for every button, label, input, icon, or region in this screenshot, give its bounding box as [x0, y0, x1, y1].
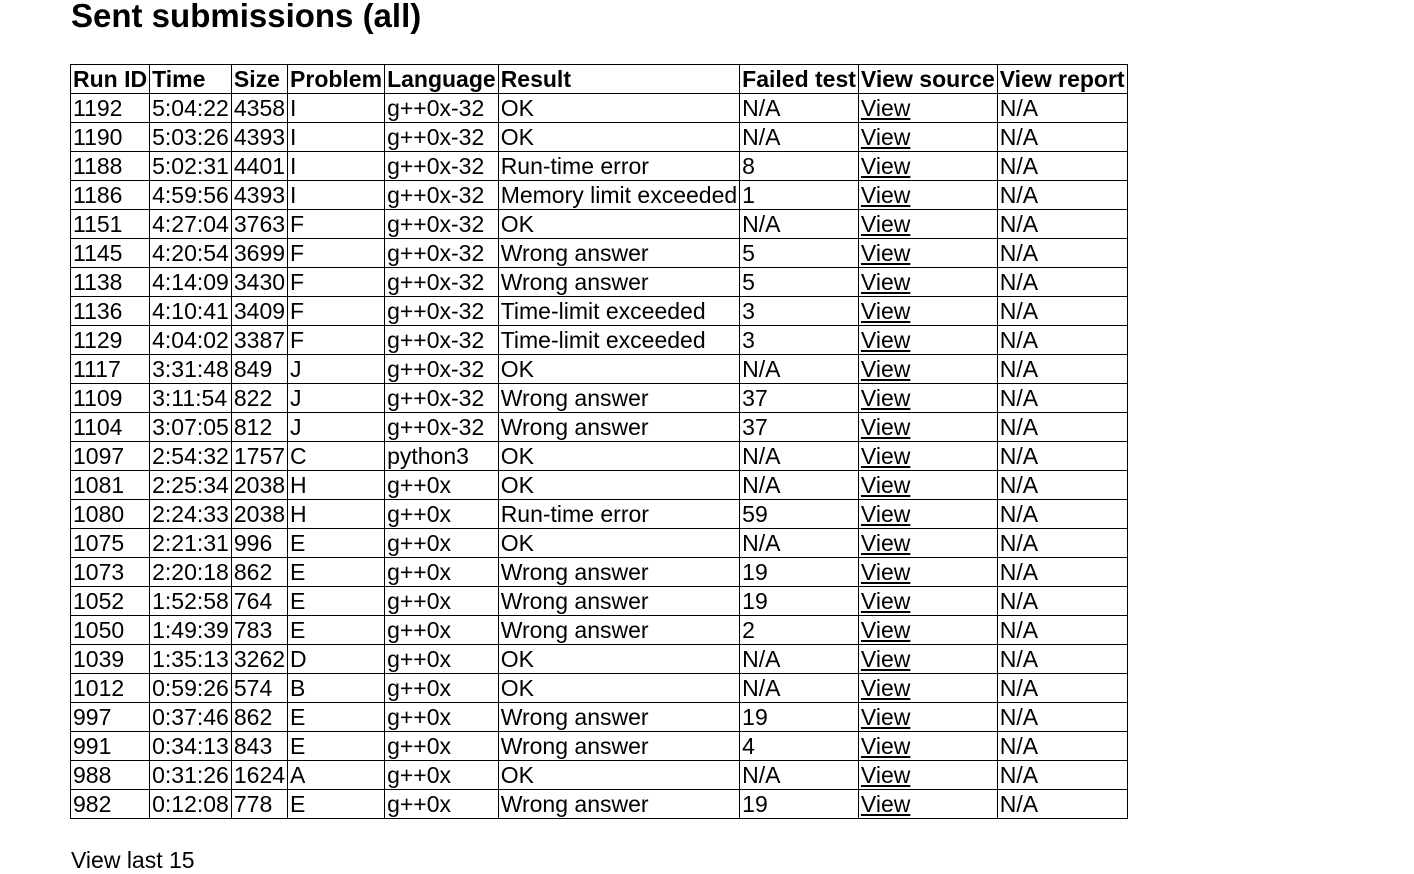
- failed-test-cell: 3: [740, 297, 859, 326]
- table-row: [71, 790, 1128, 819]
- table-row: [71, 210, 1128, 239]
- table-row: [71, 181, 1128, 210]
- language-cell: g++0x-32: [385, 384, 499, 413]
- language-cell: g++0x-32: [385, 268, 499, 297]
- language-cell: g++0x-32: [385, 94, 499, 123]
- run-id-cell: 1052: [71, 587, 150, 616]
- table-row: [71, 297, 1128, 326]
- view-report-cell: N/A: [997, 790, 1127, 819]
- time-cell: 4:14:09: [150, 268, 232, 297]
- view-source-cell: [858, 761, 997, 790]
- failed-test-cell: N/A: [740, 645, 859, 674]
- view-source-cell: [858, 790, 997, 819]
- time-cell: 1:35:13: [150, 645, 232, 674]
- table-row: [71, 152, 1128, 181]
- view-source-cell: [858, 529, 997, 558]
- result-cell: OK: [498, 674, 739, 703]
- problem-cell: E: [288, 732, 385, 761]
- time-cell: 0:59:26: [150, 674, 232, 703]
- table-row: [71, 645, 1128, 674]
- failed-test-cell: N/A: [740, 761, 859, 790]
- result-cell: Wrong answer: [498, 790, 739, 819]
- problem-cell: I: [288, 152, 385, 181]
- view-report-cell: N/A: [997, 703, 1127, 732]
- view-source-cell: [858, 94, 997, 123]
- problem-cell: J: [288, 384, 385, 413]
- view-source-link[interactable]: View: [860, 559, 911, 585]
- problem-cell: J: [288, 413, 385, 442]
- view-source-link[interactable]: View: [860, 385, 911, 411]
- problem-cell: H: [288, 471, 385, 500]
- result-cell: Wrong answer: [498, 413, 739, 442]
- failed-test-cell: 8: [740, 152, 859, 181]
- table-row: [71, 123, 1128, 152]
- failed-test-cell: N/A: [740, 529, 859, 558]
- time-cell: 5:03:26: [150, 123, 232, 152]
- size-cell: 4393: [231, 123, 287, 152]
- time-cell: 4:20:54: [150, 239, 232, 268]
- result-cell: Wrong answer: [498, 558, 739, 587]
- time-cell: 5:02:31: [150, 152, 232, 181]
- table-row: [71, 761, 1128, 790]
- time-cell: 2:54:32: [150, 442, 232, 471]
- table-row: [71, 413, 1128, 442]
- failed-test-cell: 19: [740, 558, 859, 587]
- view-source-cell: [858, 500, 997, 529]
- failed-test-cell: 37: [740, 384, 859, 413]
- column-header-view-report: View report: [997, 65, 1127, 94]
- failed-test-cell: 1: [740, 181, 859, 210]
- failed-test-cell: N/A: [740, 210, 859, 239]
- problem-cell: I: [288, 94, 385, 123]
- failed-test-cell: 19: [740, 790, 859, 819]
- table-row: [71, 587, 1128, 616]
- table-body: [71, 94, 1128, 819]
- size-cell: 1624: [231, 761, 287, 790]
- language-cell: g++0x-32: [385, 297, 499, 326]
- run-id-cell: 1186: [71, 181, 150, 210]
- problem-cell: E: [288, 558, 385, 587]
- table-row: [71, 384, 1128, 413]
- size-cell: 574: [231, 674, 287, 703]
- view-source-link[interactable]: View: [860, 298, 911, 324]
- size-cell: 2038: [231, 471, 287, 500]
- time-cell: 3:07:05: [150, 413, 232, 442]
- time-cell: 1:52:58: [150, 587, 232, 616]
- view-source-cell: [858, 471, 997, 500]
- problem-cell: F: [288, 268, 385, 297]
- view-source-cell: [858, 268, 997, 297]
- language-cell: python3: [385, 442, 499, 471]
- run-id-cell: 982: [71, 790, 150, 819]
- view-report-cell: N/A: [997, 732, 1127, 761]
- view-source-link[interactable]: View: [860, 588, 911, 614]
- result-cell: Wrong answer: [498, 703, 739, 732]
- run-id-cell: 1109: [71, 384, 150, 413]
- column-header-time: Time: [150, 65, 232, 94]
- failed-test-cell: 5: [740, 239, 859, 268]
- size-cell: 778: [231, 790, 287, 819]
- problem-cell: E: [288, 587, 385, 616]
- failed-test-cell: 4: [740, 732, 859, 761]
- view-report-cell: N/A: [997, 239, 1127, 268]
- view-source-cell: [858, 297, 997, 326]
- time-cell: 2:24:33: [150, 500, 232, 529]
- column-header-result: Result: [498, 65, 739, 94]
- failed-test-cell: N/A: [740, 442, 859, 471]
- table-row: [71, 268, 1128, 297]
- column-header-run-id: Run ID: [71, 65, 150, 94]
- failed-test-cell: 5: [740, 268, 859, 297]
- run-id-cell: 1104: [71, 413, 150, 442]
- result-cell: Wrong answer: [498, 616, 739, 645]
- run-id-cell: 1151: [71, 210, 150, 239]
- failed-test-cell: 3: [740, 326, 859, 355]
- language-cell: g++0x: [385, 587, 499, 616]
- view-source-cell: [858, 587, 997, 616]
- failed-test-cell: N/A: [740, 123, 859, 152]
- view-source-link[interactable]: View: [860, 124, 911, 150]
- language-cell: g++0x: [385, 529, 499, 558]
- view-source-link[interactable]: View: [860, 182, 911, 208]
- time-cell: 0:12:08: [150, 790, 232, 819]
- view-source-link[interactable]: View: [860, 95, 911, 121]
- view-report-cell: N/A: [997, 471, 1127, 500]
- view-source-link[interactable]: View: [860, 153, 911, 179]
- run-id-cell: 988: [71, 761, 150, 790]
- size-cell: 843: [231, 732, 287, 761]
- time-cell: 3:11:54: [150, 384, 232, 413]
- size-cell: 764: [231, 587, 287, 616]
- view-report-cell: N/A: [997, 500, 1127, 529]
- size-cell: 3699: [231, 239, 287, 268]
- view-source-cell: [858, 152, 997, 181]
- table-row: [71, 442, 1128, 471]
- table-row: [71, 674, 1128, 703]
- run-id-cell: 1188: [71, 152, 150, 181]
- table-row: [71, 355, 1128, 384]
- view-source-cell: [858, 442, 997, 471]
- size-cell: 822: [231, 384, 287, 413]
- problem-cell: E: [288, 703, 385, 732]
- table-row: [71, 558, 1128, 587]
- failed-test-cell: N/A: [740, 674, 859, 703]
- view-source-link[interactable]: View: [860, 675, 911, 701]
- problem-cell: J: [288, 355, 385, 384]
- time-cell: 4:59:56: [150, 181, 232, 210]
- run-id-cell: 1039: [71, 645, 150, 674]
- language-cell: g++0x-32: [385, 152, 499, 181]
- table-row: [71, 500, 1128, 529]
- result-cell: Wrong answer: [498, 268, 739, 297]
- result-cell: OK: [498, 529, 739, 558]
- run-id-cell: 1012: [71, 674, 150, 703]
- size-cell: 996: [231, 529, 287, 558]
- size-cell: 4393: [231, 181, 287, 210]
- language-cell: g++0x-32: [385, 210, 499, 239]
- size-cell: 3262: [231, 645, 287, 674]
- view-source-cell: [858, 674, 997, 703]
- run-id-cell: 1050: [71, 616, 150, 645]
- result-cell: Wrong answer: [498, 239, 739, 268]
- failed-test-cell: N/A: [740, 471, 859, 500]
- problem-cell: F: [288, 297, 385, 326]
- view-report-cell: N/A: [997, 616, 1127, 645]
- problem-cell: F: [288, 210, 385, 239]
- problem-cell: E: [288, 616, 385, 645]
- time-cell: 1:49:39: [150, 616, 232, 645]
- language-cell: g++0x-32: [385, 181, 499, 210]
- column-header-problem: Problem: [288, 65, 385, 94]
- result-cell: Run-time error: [498, 500, 739, 529]
- view-source-cell: [858, 413, 997, 442]
- result-cell: Time-limit exceeded: [498, 326, 739, 355]
- view-source-link[interactable]: View: [860, 733, 911, 759]
- result-cell: OK: [498, 355, 739, 384]
- view-source-link[interactable]: View: [860, 472, 911, 498]
- column-header-language: Language: [385, 65, 499, 94]
- submissions-table: [70, 64, 1128, 819]
- run-id-cell: 1129: [71, 326, 150, 355]
- time-cell: 0:34:13: [150, 732, 232, 761]
- view-report-cell: N/A: [997, 674, 1127, 703]
- time-cell: 2:21:31: [150, 529, 232, 558]
- problem-cell: E: [288, 790, 385, 819]
- view-source-link[interactable]: View: [860, 414, 911, 440]
- failed-test-cell: 2: [740, 616, 859, 645]
- result-cell: Time-limit exceeded: [498, 297, 739, 326]
- result-cell: Wrong answer: [498, 732, 739, 761]
- view-report-cell: N/A: [997, 268, 1127, 297]
- result-cell: OK: [498, 94, 739, 123]
- view-source-link[interactable]: View: [860, 762, 911, 788]
- result-cell: Wrong answer: [498, 384, 739, 413]
- time-cell: 4:27:04: [150, 210, 232, 239]
- language-cell: g++0x: [385, 761, 499, 790]
- language-cell: g++0x-32: [385, 413, 499, 442]
- result-cell: Memory limit exceeded: [498, 181, 739, 210]
- failed-test-cell: 59: [740, 500, 859, 529]
- size-cell: 4401: [231, 152, 287, 181]
- run-id-cell: 1192: [71, 94, 150, 123]
- view-source-cell: [858, 732, 997, 761]
- language-cell: g++0x-32: [385, 355, 499, 384]
- size-cell: 3430: [231, 268, 287, 297]
- time-cell: 2:25:34: [150, 471, 232, 500]
- size-cell: 783: [231, 616, 287, 645]
- time-cell: 3:31:48: [150, 355, 232, 384]
- language-cell: g++0x: [385, 703, 499, 732]
- size-cell: 1757: [231, 442, 287, 471]
- problem-cell: F: [288, 239, 385, 268]
- view-source-cell: [858, 239, 997, 268]
- result-cell: OK: [498, 645, 739, 674]
- view-source-cell: [858, 326, 997, 355]
- view-source-cell: [858, 123, 997, 152]
- view-report-cell: N/A: [997, 152, 1127, 181]
- view-last-link[interactable]: View last 15: [71, 847, 195, 873]
- run-id-cell: 1081: [71, 471, 150, 500]
- table-header-row: [71, 65, 1128, 94]
- problem-cell: C: [288, 442, 385, 471]
- language-cell: g++0x: [385, 790, 499, 819]
- run-id-cell: 1075: [71, 529, 150, 558]
- size-cell: 2038: [231, 500, 287, 529]
- time-cell: 4:04:02: [150, 326, 232, 355]
- run-id-cell: 1190: [71, 123, 150, 152]
- failed-test-cell: 37: [740, 413, 859, 442]
- result-cell: OK: [498, 123, 739, 152]
- table-row: [71, 94, 1128, 123]
- view-report-cell: N/A: [997, 413, 1127, 442]
- result-cell: Run-time error: [498, 152, 739, 181]
- failed-test-cell: N/A: [740, 355, 859, 384]
- view-report-cell: N/A: [997, 123, 1127, 152]
- view-report-cell: N/A: [997, 558, 1127, 587]
- time-cell: 2:20:18: [150, 558, 232, 587]
- view-source-link[interactable]: View: [860, 327, 911, 353]
- view-source-link[interactable]: View: [860, 530, 911, 556]
- size-cell: 862: [231, 703, 287, 732]
- view-source-cell: [858, 703, 997, 732]
- view-source-link[interactable]: View: [860, 501, 911, 527]
- run-id-cell: 991: [71, 732, 150, 761]
- table-row: [71, 732, 1128, 761]
- column-header-size: Size: [231, 65, 287, 94]
- view-source-link[interactable]: View: [860, 269, 911, 295]
- run-id-cell: 1073: [71, 558, 150, 587]
- table-row: [71, 239, 1128, 268]
- view-source-link[interactable]: View: [860, 211, 911, 237]
- failed-test-cell: N/A: [740, 94, 859, 123]
- view-source-link[interactable]: View: [860, 443, 911, 469]
- language-cell: g++0x: [385, 471, 499, 500]
- size-cell: 812: [231, 413, 287, 442]
- table-row: [71, 529, 1128, 558]
- view-report-cell: N/A: [997, 761, 1127, 790]
- size-cell: 4358: [231, 94, 287, 123]
- failed-test-cell: 19: [740, 587, 859, 616]
- result-cell: OK: [498, 210, 739, 239]
- view-source-link[interactable]: View: [860, 704, 911, 730]
- problem-cell: B: [288, 674, 385, 703]
- view-source-cell: [858, 210, 997, 239]
- view-report-cell: N/A: [997, 326, 1127, 355]
- column-header-failed-test: Failed test: [740, 65, 859, 94]
- result-cell: OK: [498, 471, 739, 500]
- view-report-cell: N/A: [997, 384, 1127, 413]
- view-source-cell: [858, 616, 997, 645]
- language-cell: g++0x: [385, 558, 499, 587]
- view-source-link[interactable]: View: [860, 646, 911, 672]
- language-cell: g++0x: [385, 500, 499, 529]
- table-row: [71, 703, 1128, 732]
- size-cell: 3387: [231, 326, 287, 355]
- problem-cell: H: [288, 500, 385, 529]
- problem-cell: A: [288, 761, 385, 790]
- problem-cell: E: [288, 529, 385, 558]
- view-report-cell: N/A: [997, 529, 1127, 558]
- run-id-cell: 1117: [71, 355, 150, 384]
- problem-cell: I: [288, 123, 385, 152]
- view-source-cell: [858, 645, 997, 674]
- language-cell: g++0x: [385, 645, 499, 674]
- time-cell: 5:04:22: [150, 94, 232, 123]
- time-cell: 0:31:26: [150, 761, 232, 790]
- view-report-cell: N/A: [997, 210, 1127, 239]
- language-cell: g++0x: [385, 674, 499, 703]
- run-id-cell: 1097: [71, 442, 150, 471]
- view-report-cell: N/A: [997, 442, 1127, 471]
- view-report-cell: N/A: [997, 587, 1127, 616]
- table-row: [71, 616, 1128, 645]
- table-row: [71, 471, 1128, 500]
- page-title: Sent submissions (all): [71, 0, 422, 34]
- view-source-link[interactable]: View: [860, 617, 911, 643]
- result-cell: OK: [498, 442, 739, 471]
- failed-test-cell: 19: [740, 703, 859, 732]
- size-cell: 3409: [231, 297, 287, 326]
- problem-cell: I: [288, 181, 385, 210]
- run-id-cell: 1138: [71, 268, 150, 297]
- run-id-cell: 1080: [71, 500, 150, 529]
- result-cell: Wrong answer: [498, 587, 739, 616]
- run-id-cell: 997: [71, 703, 150, 732]
- table-row: [71, 326, 1128, 355]
- result-cell: OK: [498, 761, 739, 790]
- time-cell: 4:10:41: [150, 297, 232, 326]
- view-report-cell: N/A: [997, 94, 1127, 123]
- time-cell: 0:37:46: [150, 703, 232, 732]
- size-cell: 862: [231, 558, 287, 587]
- run-id-cell: 1145: [71, 239, 150, 268]
- column-header-view-source: View source: [858, 65, 997, 94]
- language-cell: g++0x: [385, 732, 499, 761]
- view-source-cell: [858, 355, 997, 384]
- view-source-link[interactable]: View: [860, 791, 911, 817]
- view-report-cell: N/A: [997, 645, 1127, 674]
- run-id-cell: 1136: [71, 297, 150, 326]
- language-cell: g++0x: [385, 616, 499, 645]
- view-report-cell: N/A: [997, 181, 1127, 210]
- view-report-cell: N/A: [997, 355, 1127, 384]
- language-cell: g++0x-32: [385, 123, 499, 152]
- view-source-cell: [858, 558, 997, 587]
- size-cell: 849: [231, 355, 287, 384]
- view-source-link[interactable]: View: [860, 356, 911, 382]
- language-cell: g++0x-32: [385, 239, 499, 268]
- problem-cell: D: [288, 645, 385, 674]
- language-cell: g++0x-32: [385, 326, 499, 355]
- view-report-cell: N/A: [997, 297, 1127, 326]
- view-source-cell: [858, 384, 997, 413]
- size-cell: 3763: [231, 210, 287, 239]
- problem-cell: F: [288, 326, 385, 355]
- view-source-link[interactable]: View: [860, 240, 911, 266]
- view-source-cell: [858, 181, 997, 210]
